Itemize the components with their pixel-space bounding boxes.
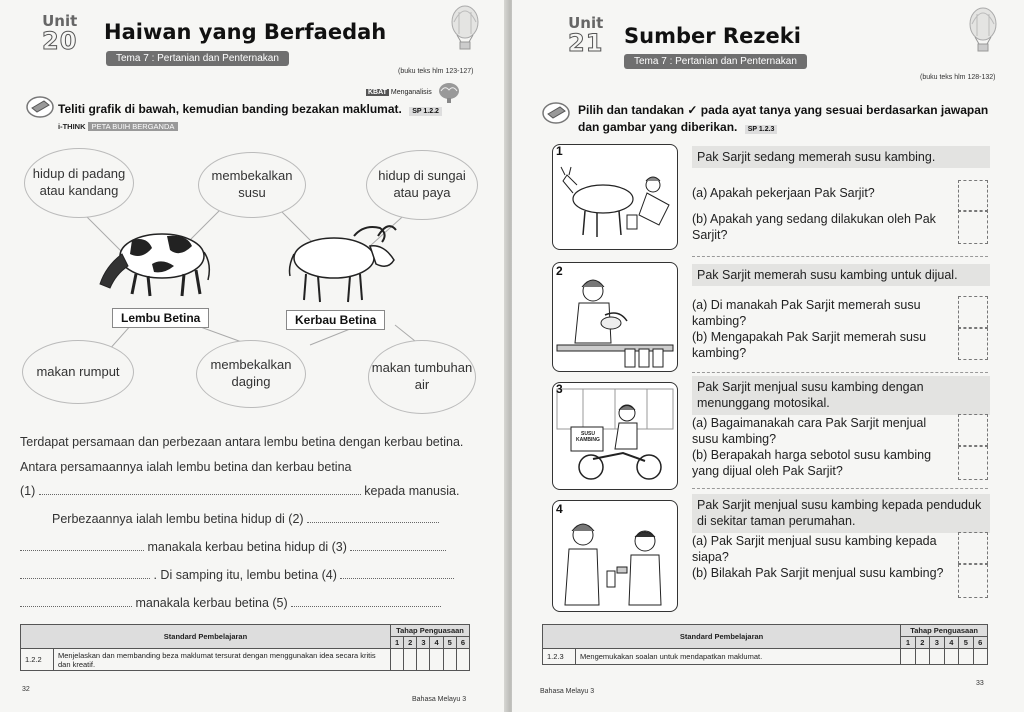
level-6: 6 — [973, 637, 987, 649]
unit-badge — [568, 16, 603, 55]
level-checkbox[interactable] — [390, 649, 403, 671]
question-3b: (b) Berapakah harga sebotol susu kambing yang dijual oleh Pak Sarjit? — [692, 448, 932, 478]
answer-blank-3-cont[interactable] — [20, 566, 150, 579]
textbook-reference: (buku teks hlm 123-127) — [398, 68, 474, 75]
table-title: Standard Pembelajaran — [21, 625, 391, 649]
kbat-badge: KBAT — [368, 89, 387, 96]
line-3-text: manakala kerbau betina hidup di (3) — [147, 540, 347, 554]
answer-blank-1[interactable] — [39, 482, 361, 495]
level-checkbox[interactable] — [443, 649, 456, 671]
item-number-2: 2 — [556, 264, 563, 278]
blank-line-3 — [20, 538, 480, 555]
unit-badge — [42, 14, 77, 53]
answer-box-3a[interactable] — [958, 414, 988, 446]
brain-icon — [437, 82, 461, 104]
level-checkbox[interactable] — [915, 649, 929, 665]
question-1a: (a) Apakah pekerjaan Pak Sarjit? — [692, 186, 875, 200]
level-checkbox[interactable] — [901, 649, 915, 665]
level-3: 3 — [417, 637, 430, 649]
level-3: 3 — [930, 637, 944, 649]
bubble-eats-grass: makan rumput — [22, 340, 134, 404]
footer-subject: Bahasa Melayu 3 — [412, 696, 467, 703]
tema-label: Tema 7 : Pertanian dan Penternakan — [624, 54, 807, 69]
level-2: 2 — [915, 637, 929, 649]
picture-frame-4 — [552, 500, 678, 612]
unit-word: Unit — [568, 14, 604, 32]
blank-1-number: (1) — [20, 484, 36, 498]
unit-number: 21 — [568, 29, 604, 57]
question-4b: (b) Bilakah Pak Sarjit menjual susu kambing? — [692, 566, 944, 580]
level-6: 6 — [456, 637, 469, 649]
unit-number: 20 — [42, 27, 78, 55]
blank-line-1 — [20, 482, 480, 499]
selling-milk-illustration — [553, 501, 677, 611]
answer-box-4a[interactable] — [958, 532, 988, 564]
picture-frame-3 — [552, 382, 678, 490]
answer-blank-2-cont[interactable] — [20, 538, 144, 551]
divider — [692, 256, 988, 257]
answer-blank-3[interactable] — [350, 538, 446, 551]
standard-table — [542, 624, 988, 665]
eraser-icon — [24, 94, 56, 120]
answer-box-1b[interactable] — [958, 210, 988, 244]
answer-blank-4-cont[interactable] — [20, 594, 132, 607]
cow-illustration — [92, 218, 216, 300]
level-2: 2 — [404, 637, 417, 649]
picture-frame-1 — [552, 144, 678, 250]
blank-line-2 — [52, 510, 482, 527]
question-2a: (a) Di manakah Pak Sarjit memerah susu kambing? — [692, 298, 921, 328]
buffalo-illustration — [284, 216, 402, 306]
sp-desc-cell: Mengemukakan soalan untuk mendapatkan maklumat. — [576, 649, 901, 665]
left-page — [0, 0, 508, 712]
paragraph: Terdapat persamaan dan perbezaan antara lembu betina dengan kerbau betina. Antara persamaannya ialah lembu betina dan kerbau betina — [20, 435, 464, 474]
divider — [692, 372, 988, 373]
sp-code: SP 1.2.3 — [745, 125, 778, 134]
instruction-text: Pilih dan tandakan ✓ pada ayat tanya yang sesuai berdasarkan jawapan dan gambar yang diberikan. — [578, 103, 989, 134]
line-5-text: manakala kerbau betina (5) — [135, 596, 288, 610]
footer-subject: Bahasa Melayu 3 — [540, 688, 595, 695]
statement-3: Pak Sarjit menjual susu kambing dengan menunggang motosikal. — [692, 376, 990, 415]
answer-box-3b[interactable] — [958, 446, 988, 480]
ithink-map: PETA BUIH BERGANDA — [88, 122, 179, 131]
tema-label: Tema 7 : Pertanian dan Penternakan — [106, 51, 289, 66]
sp-code-cell: 1.2.2 — [21, 649, 54, 671]
page-number: 32 — [22, 686, 30, 693]
level-checkbox[interactable] — [417, 649, 430, 671]
answer-box-4b[interactable] — [958, 564, 988, 598]
ithink-label: i-THINK — [58, 122, 86, 131]
item-number-3: 3 — [556, 382, 563, 396]
level-1: 1 — [901, 637, 915, 649]
bubble-provides-meat: membekalkan daging — [196, 340, 306, 408]
answer-box-1a[interactable] — [958, 180, 988, 212]
bubble-eats-water-plants: makan tumbuhan air — [368, 340, 476, 414]
level-1: 1 — [390, 637, 403, 649]
bubble-habitat-cow: hidup di padang atau kandang — [24, 148, 134, 218]
balloon-icon — [966, 6, 1000, 56]
answer-blank-2[interactable] — [307, 510, 439, 523]
level-5: 5 — [959, 637, 973, 649]
kbat-tag — [366, 89, 432, 96]
milk-bottling-illustration — [553, 263, 677, 371]
level-4: 4 — [944, 637, 958, 649]
level-5: 5 — [443, 637, 456, 649]
balloon-icon — [448, 4, 482, 54]
sp-code: SP 1.2.2 — [409, 107, 442, 116]
divider — [692, 488, 988, 489]
blank-line-5 — [20, 594, 480, 611]
answer-box-2a[interactable] — [958, 296, 988, 328]
answer-box-2b[interactable] — [958, 328, 988, 360]
question-4a: (a) Pak Sarjit menjual susu kambing kepada siapa? — [692, 534, 937, 564]
statement-1: Pak Sarjit sedang memerah susu kambing. — [692, 146, 990, 168]
level-checkbox[interactable] — [430, 649, 443, 671]
bubble-habitat-buffalo: hidup di sungai atau paya — [366, 150, 478, 220]
level-checkbox[interactable] — [973, 649, 987, 665]
statement-4: Pak Sarjit menjual susu kambing kepada penduduk di sekitar taman perumahan. — [692, 494, 990, 533]
item-number-1: 1 — [556, 144, 563, 158]
motorcycle-illustration — [553, 383, 677, 489]
item-number-4: 4 — [556, 502, 563, 516]
kbat-text: Menganalisis — [390, 89, 432, 96]
question-3a: (a) Bagaimanakah cara Pak Sarjit menjual susu kambing? — [692, 416, 927, 446]
eraser-icon — [540, 100, 572, 126]
answer-blank-5[interactable] — [291, 594, 441, 607]
statement-2: Pak Sarjit memerah susu kambing untuk dijual. — [692, 264, 990, 286]
instruction — [58, 102, 442, 116]
right-page — [512, 0, 1024, 712]
level-4: 4 — [430, 637, 443, 649]
unit-word: Unit — [42, 12, 78, 30]
textbook-reference: (buku teks hlm 128-132) — [920, 74, 996, 81]
goat-milking-illustration — [553, 145, 677, 249]
level-checkbox[interactable] — [456, 649, 469, 671]
page-title: Sumber Rezeki — [624, 24, 801, 48]
table-tahap: Tahap Penguasaan — [390, 625, 469, 637]
answer-blank-4[interactable] — [340, 566, 454, 579]
line-2-text: Perbezaannya ialah lembu betina hidup di (2) — [52, 512, 304, 526]
question-1b: (b) Apakah yang sedang dilakukan oleh Pak Sarjit? — [692, 212, 936, 242]
blank-1-end: kepada manusia. — [364, 484, 460, 498]
line-4-text: . Di samping itu, lembu betina (4) — [153, 568, 337, 582]
level-checkbox[interactable] — [959, 649, 973, 665]
instruction — [578, 102, 998, 136]
motorcycle-sign: SUSU KAMBING — [576, 431, 600, 443]
level-checkbox[interactable] — [944, 649, 958, 665]
table-title: Standard Pembelajaran — [543, 625, 901, 649]
page-title: Haiwan yang Berfaedah — [104, 20, 387, 44]
question-2b: (b) Mengapakah Pak Sarjit memerah susu kambing? — [692, 330, 927, 360]
bubble-provides-milk: membekalkan susu — [198, 152, 306, 218]
blank-line-4 — [20, 566, 480, 583]
standard-table — [20, 624, 470, 671]
level-checkbox[interactable] — [404, 649, 417, 671]
sp-code-cell: 1.2.3 — [543, 649, 576, 665]
level-checkbox[interactable] — [930, 649, 944, 665]
page-number: 33 — [976, 680, 984, 687]
table-tahap: Tahap Penguasaan — [901, 625, 988, 637]
ithink-tag — [58, 122, 178, 131]
label-buffalo: Kerbau Betina — [286, 310, 385, 330]
sp-desc-cell: Menjelaskan dan membanding beza maklumat tersurat dengan menggunakan idea secara kritis dan kreatif. — [54, 649, 391, 671]
label-cow: Lembu Betina — [112, 308, 209, 328]
picture-frame-2 — [552, 262, 678, 372]
instruction-text: Teliti grafik di bawah, kemudian banding bezakan maklumat. — [58, 102, 402, 116]
